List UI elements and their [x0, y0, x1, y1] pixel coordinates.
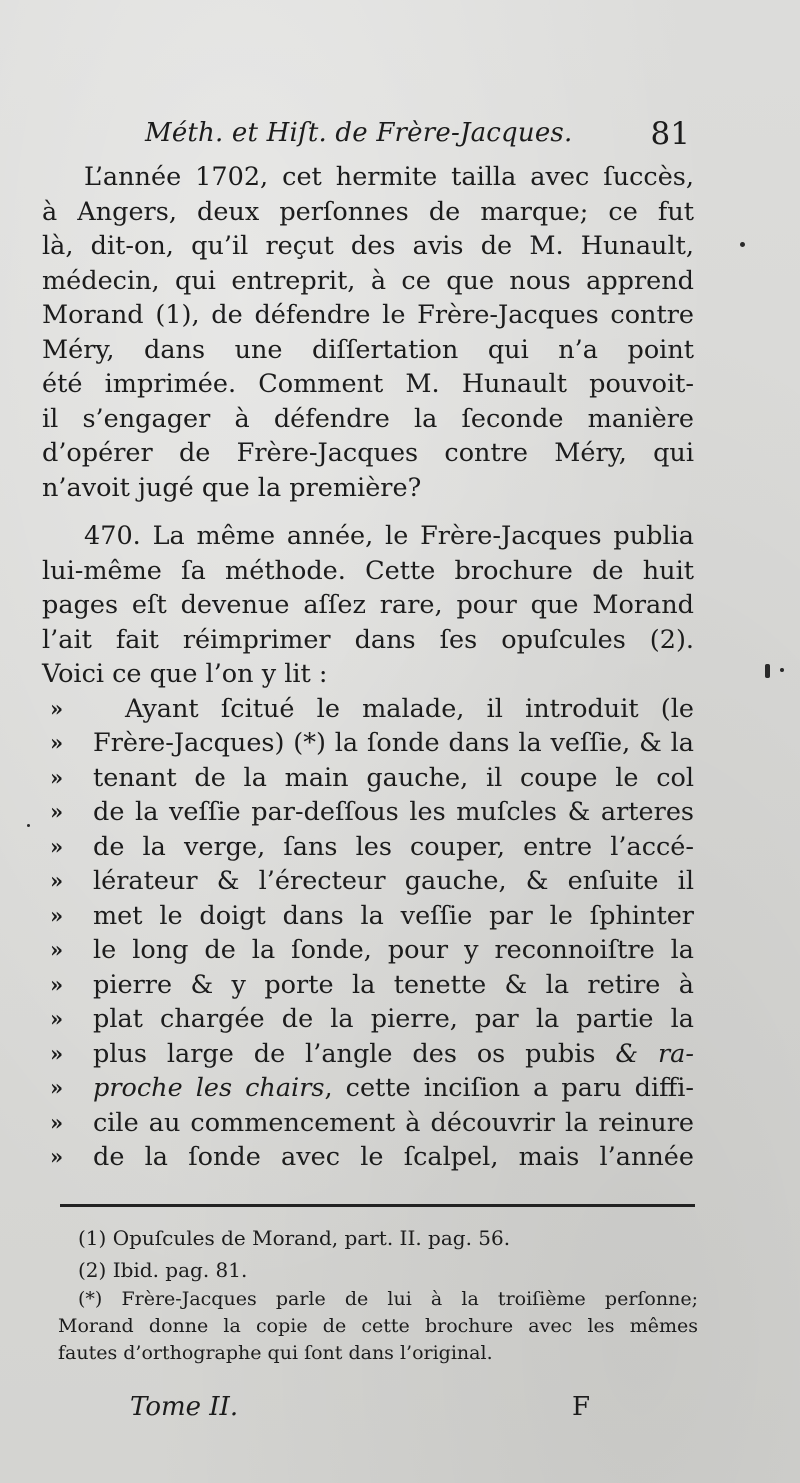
- ink-speck: [740, 242, 745, 247]
- quote-mark: »: [50, 730, 64, 755]
- text-line: l’ait fait réimprimer dans ſes opuſcules (2).: [42, 624, 694, 655]
- quote-text: plat chargée de la pierre, par la partie la: [93, 1004, 694, 1034]
- quote-text: cile au commencement à découvrir la reinure: [93, 1107, 694, 1138]
- quote-line: [42, 1071, 694, 1106]
- signature-mark: F: [571, 1392, 590, 1422]
- footnote-text: (2) Ibid. pag. 81.: [78, 1258, 248, 1282]
- footnote-line: Morand donne la copie de cette brochure avec les mêmes: [58, 1315, 698, 1337]
- paragraph-1: [42, 160, 694, 505]
- footnote-line: (*) Frère-Jacques parle de lui à la troiſième perſonne;: [78, 1288, 698, 1310]
- paragraph-gap: [42, 505, 694, 519]
- quote-line: [42, 795, 694, 830]
- text-line: à Angers, deux perſonnes de marque; ce fut: [42, 196, 694, 227]
- footnote-text: (1) Opuſcules de Morand, part. II. pag. 56.: [78, 1226, 511, 1250]
- text-line: lui-même ſa méthode. Cette brochure de huit: [42, 555, 694, 586]
- quote-mark: »: [50, 1040, 64, 1066]
- quote-line: [42, 726, 694, 761]
- quote-text-part: plus large de l’angle des os pubis: [93, 1038, 596, 1069]
- text-line: n’avoit jugé que la première?: [42, 472, 422, 503]
- quote-mark: »: [50, 868, 64, 893]
- paragraph-2: [42, 519, 694, 692]
- quote-line: [42, 1106, 694, 1141]
- quote-mark: »: [50, 1109, 64, 1135]
- quote-line: [42, 968, 694, 1003]
- quote-italic-part: proche les chairs: [93, 1073, 325, 1103]
- quote-text: de la verge, ſans les couper, entre l’accé-: [93, 831, 694, 862]
- text-line: 470. La même année, le Frère-Jacques publia: [84, 521, 694, 551]
- quote-text: Frère-Jacques) (*) la ſonde dans la veſſie, & la: [93, 728, 694, 758]
- page-number: 81: [650, 116, 690, 152]
- text-line: d’opérer de Frère-Jacques contre Méry, qui: [42, 438, 694, 468]
- quote-line: [42, 830, 694, 865]
- quote-text: [93, 1071, 694, 1106]
- text-line: Morand (1), de défendre le Frère-Jacques contre: [42, 300, 694, 330]
- ink-speck: [780, 668, 784, 672]
- quote-line: [42, 761, 694, 796]
- volume-label: Tome II.: [130, 1392, 239, 1422]
- footnote-1: [58, 1222, 698, 1254]
- quote-mark: »: [50, 1075, 64, 1100]
- footnote-2: [58, 1254, 698, 1286]
- quote-text: [93, 1037, 694, 1072]
- quote-text: pierre & y porte la tenette & la retire à: [93, 969, 694, 1000]
- text-line: Voici ce que l’on y lit :: [42, 659, 328, 689]
- main-text: [42, 160, 694, 1175]
- footnote-line: fautes d’orthographe qui ſont dans l’original.: [58, 1342, 493, 1364]
- quotation-block: [42, 692, 694, 1175]
- quote-mark: »: [50, 695, 64, 721]
- page-header: [145, 118, 690, 158]
- quote-text: le long de la ſonde, pour y reconnoiſtre la: [93, 935, 694, 965]
- quote-text: lérateur & l’érecteur gauche, & enſuite il: [93, 866, 694, 896]
- quote-mark: »: [50, 833, 64, 859]
- quote-mark: »: [50, 971, 64, 997]
- quote-text: Ayant ſcitué le malade, il introduit (le: [125, 693, 694, 724]
- quote-mark: »: [50, 1006, 64, 1031]
- ink-speck: [765, 664, 770, 678]
- quote-line: [42, 1037, 694, 1072]
- text-line: été imprimée. Comment M. Hunault pouvoit-: [42, 369, 694, 399]
- quote-line: [42, 899, 694, 934]
- quote-mark: »: [50, 937, 64, 962]
- footnotes: [58, 1222, 698, 1367]
- quote-mark: »: [50, 1144, 64, 1169]
- quote-line: [42, 933, 694, 968]
- page-footer: [130, 1392, 590, 1428]
- quote-line: [42, 864, 694, 899]
- quote-italic-part: & ra-: [615, 1038, 694, 1069]
- running-head: Méth. et Hiſt. de Frère-Jacques.: [145, 118, 573, 148]
- quote-text: de la veſſie par-deſſous les muſcles & arteres: [93, 797, 694, 827]
- quote-line: [42, 1140, 694, 1175]
- text-line: L’année 1702, cet hermite tailla avec ſuccès,: [84, 162, 694, 192]
- text-line: Méry, dans une diſſertation qui n’a point: [42, 334, 694, 365]
- footnote-3: [58, 1286, 698, 1367]
- quote-text-part: , cette inciſion a paru diffi-: [324, 1073, 695, 1103]
- text-line: là, dit-on, qu’il reçut des avis de M. Hunault,: [42, 231, 694, 261]
- quote-mark: »: [50, 902, 64, 928]
- text-line: il s’engager à défendre la ſeconde manière: [42, 403, 694, 434]
- ink-speck: [27, 824, 30, 827]
- footnote-rule: [60, 1204, 695, 1207]
- quote-mark: »: [50, 799, 64, 824]
- quote-line: [42, 692, 694, 727]
- quote-line: [42, 1002, 694, 1037]
- quote-mark: »: [50, 764, 64, 790]
- text-line: médecin, qui entreprit, à ce que nous apprend: [42, 265, 694, 296]
- quote-text: tenant de la main gauche, il coupe le col: [93, 762, 694, 793]
- text-line: pages eſt devenue aſſez rare, pour que Morand: [42, 590, 694, 620]
- quote-text: met le doigt dans la veſſie par le ſphinter: [93, 900, 694, 931]
- quote-text: de la ſonde avec le ſcalpel, mais l’année: [93, 1142, 694, 1172]
